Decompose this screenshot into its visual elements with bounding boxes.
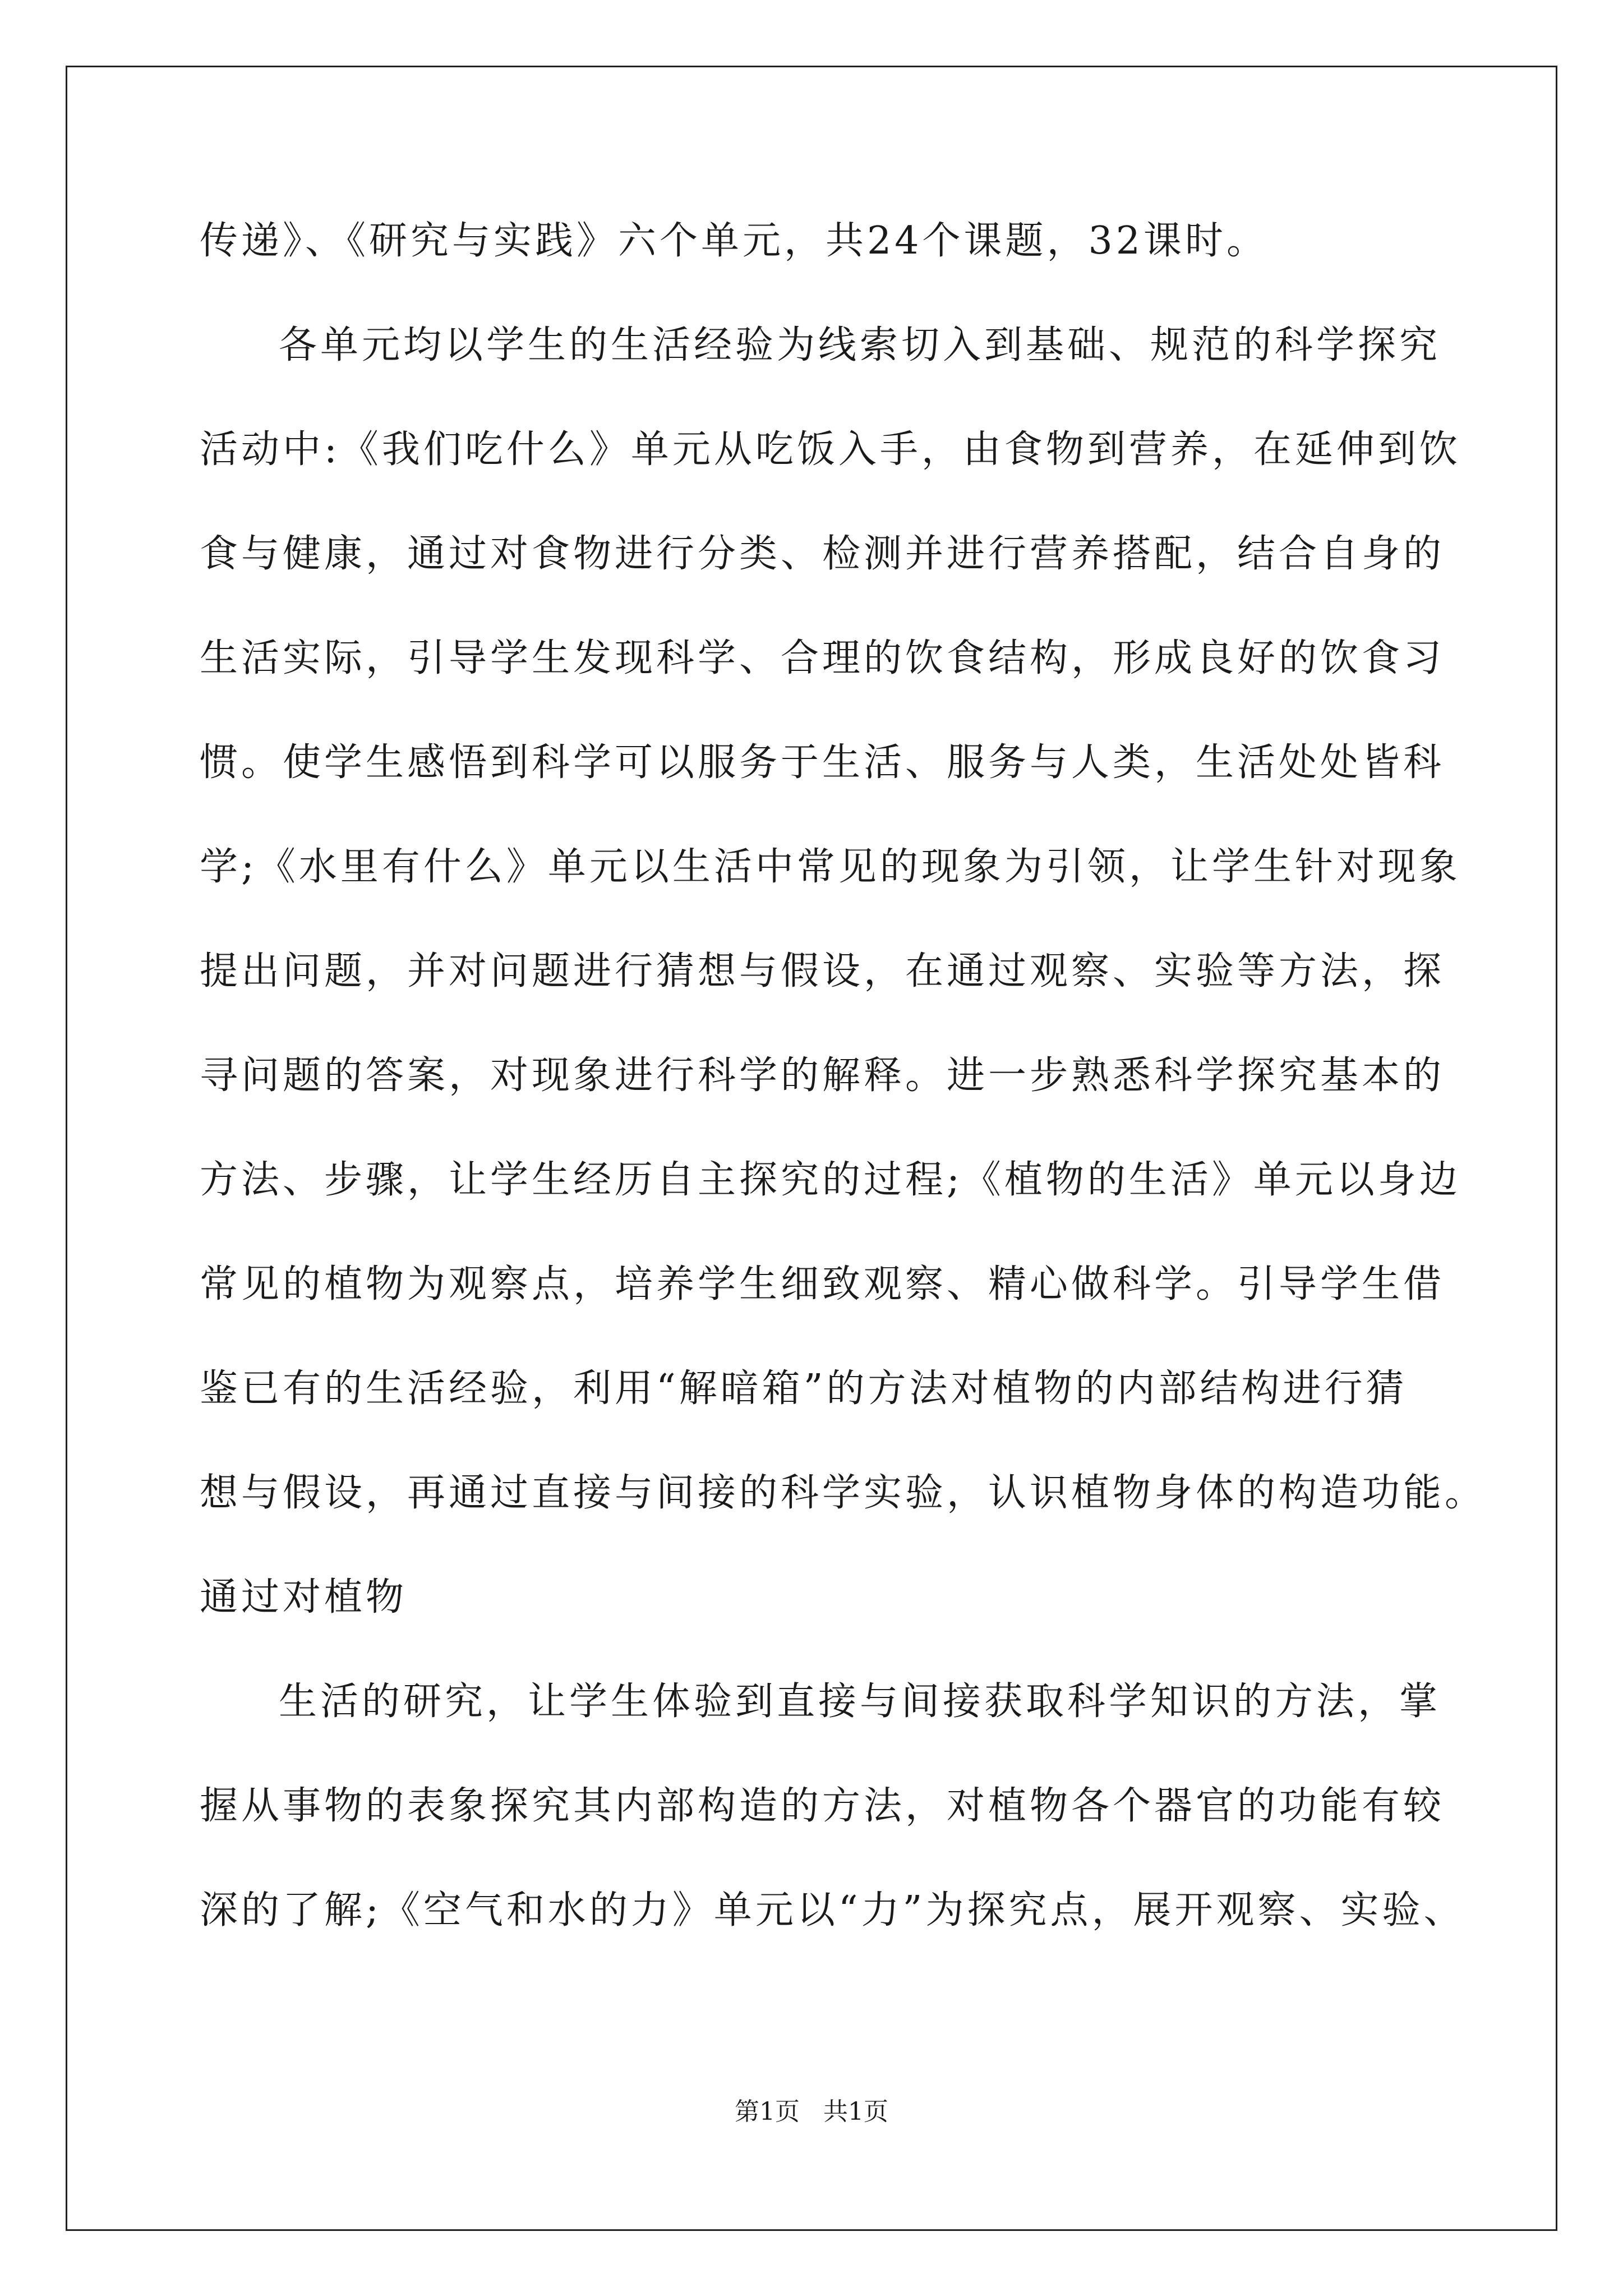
text-line-15: 生活的研究，让学生体验到直接与间接获取科学知识的方法，掌 bbox=[279, 1680, 1441, 1724]
text-line-12: 鉴已有的生活经验，利用“解暗箱”的方法对植物的内部结构进行猜 bbox=[200, 1366, 1408, 1411]
page-footer: 第1页 共1页 bbox=[735, 2097, 888, 2126]
text-line-1: 传递》、《研究与实践》六个单元，共24个课题，32课时。 bbox=[200, 219, 1269, 263]
text-line-14: 通过对植物 bbox=[200, 1575, 408, 1619]
text-line-7: 学;《水里有什么》单元以生活中常见的现象为引领，让学生针对现象 bbox=[200, 845, 1461, 889]
text-line-4: 食与健康，通过对食物进行分类、检测并进行营养搭配，结合自身的 bbox=[200, 532, 1445, 576]
text-line-11: 常见的植物为观察点，培养学生细致观察、精心做科学。引导学生借 bbox=[200, 1262, 1445, 1306]
text-line-16: 握从事物的表象探究其内部构造的方法，对植物各个器官的功能有较 bbox=[200, 1784, 1445, 1828]
text-line-8: 提出问题，并对问题进行猜想与假设，在通过观察、实验等方法，探 bbox=[200, 949, 1445, 993]
text-line-6: 惯。使学生感悟到科学可以服务于生活、服务与人类，生活处处皆科 bbox=[200, 740, 1445, 785]
text-line-9: 寻问题的答案，对现象进行科学的解释。进一步熟悉科学探究基本的 bbox=[200, 1053, 1445, 1098]
text-line-13: 想与假设，再通过直接与间接的科学实验，认识植物身体的构造功能。 bbox=[200, 1471, 1487, 1515]
text-line-17: 深的了解;《空气和水的力》单元以“力”为探究点，展开观察、实验、 bbox=[200, 1888, 1465, 1932]
text-line-3: 活动中:《我们吃什么》单元从吃饭入手，由食物到营养，在延伸到饮 bbox=[200, 427, 1461, 472]
text-line-5: 生活实际，引导学生发现科学、合理的饮食结构，形成良好的饮食习 bbox=[200, 636, 1445, 680]
text-line-2: 各单元均以学生的生活经验为线索切入到基础、规范的科学探究 bbox=[279, 323, 1441, 367]
text-line-10: 方法、步骤，让学生经历自主探究的过程;《植物的生活》单元以身边 bbox=[200, 1158, 1461, 1202]
